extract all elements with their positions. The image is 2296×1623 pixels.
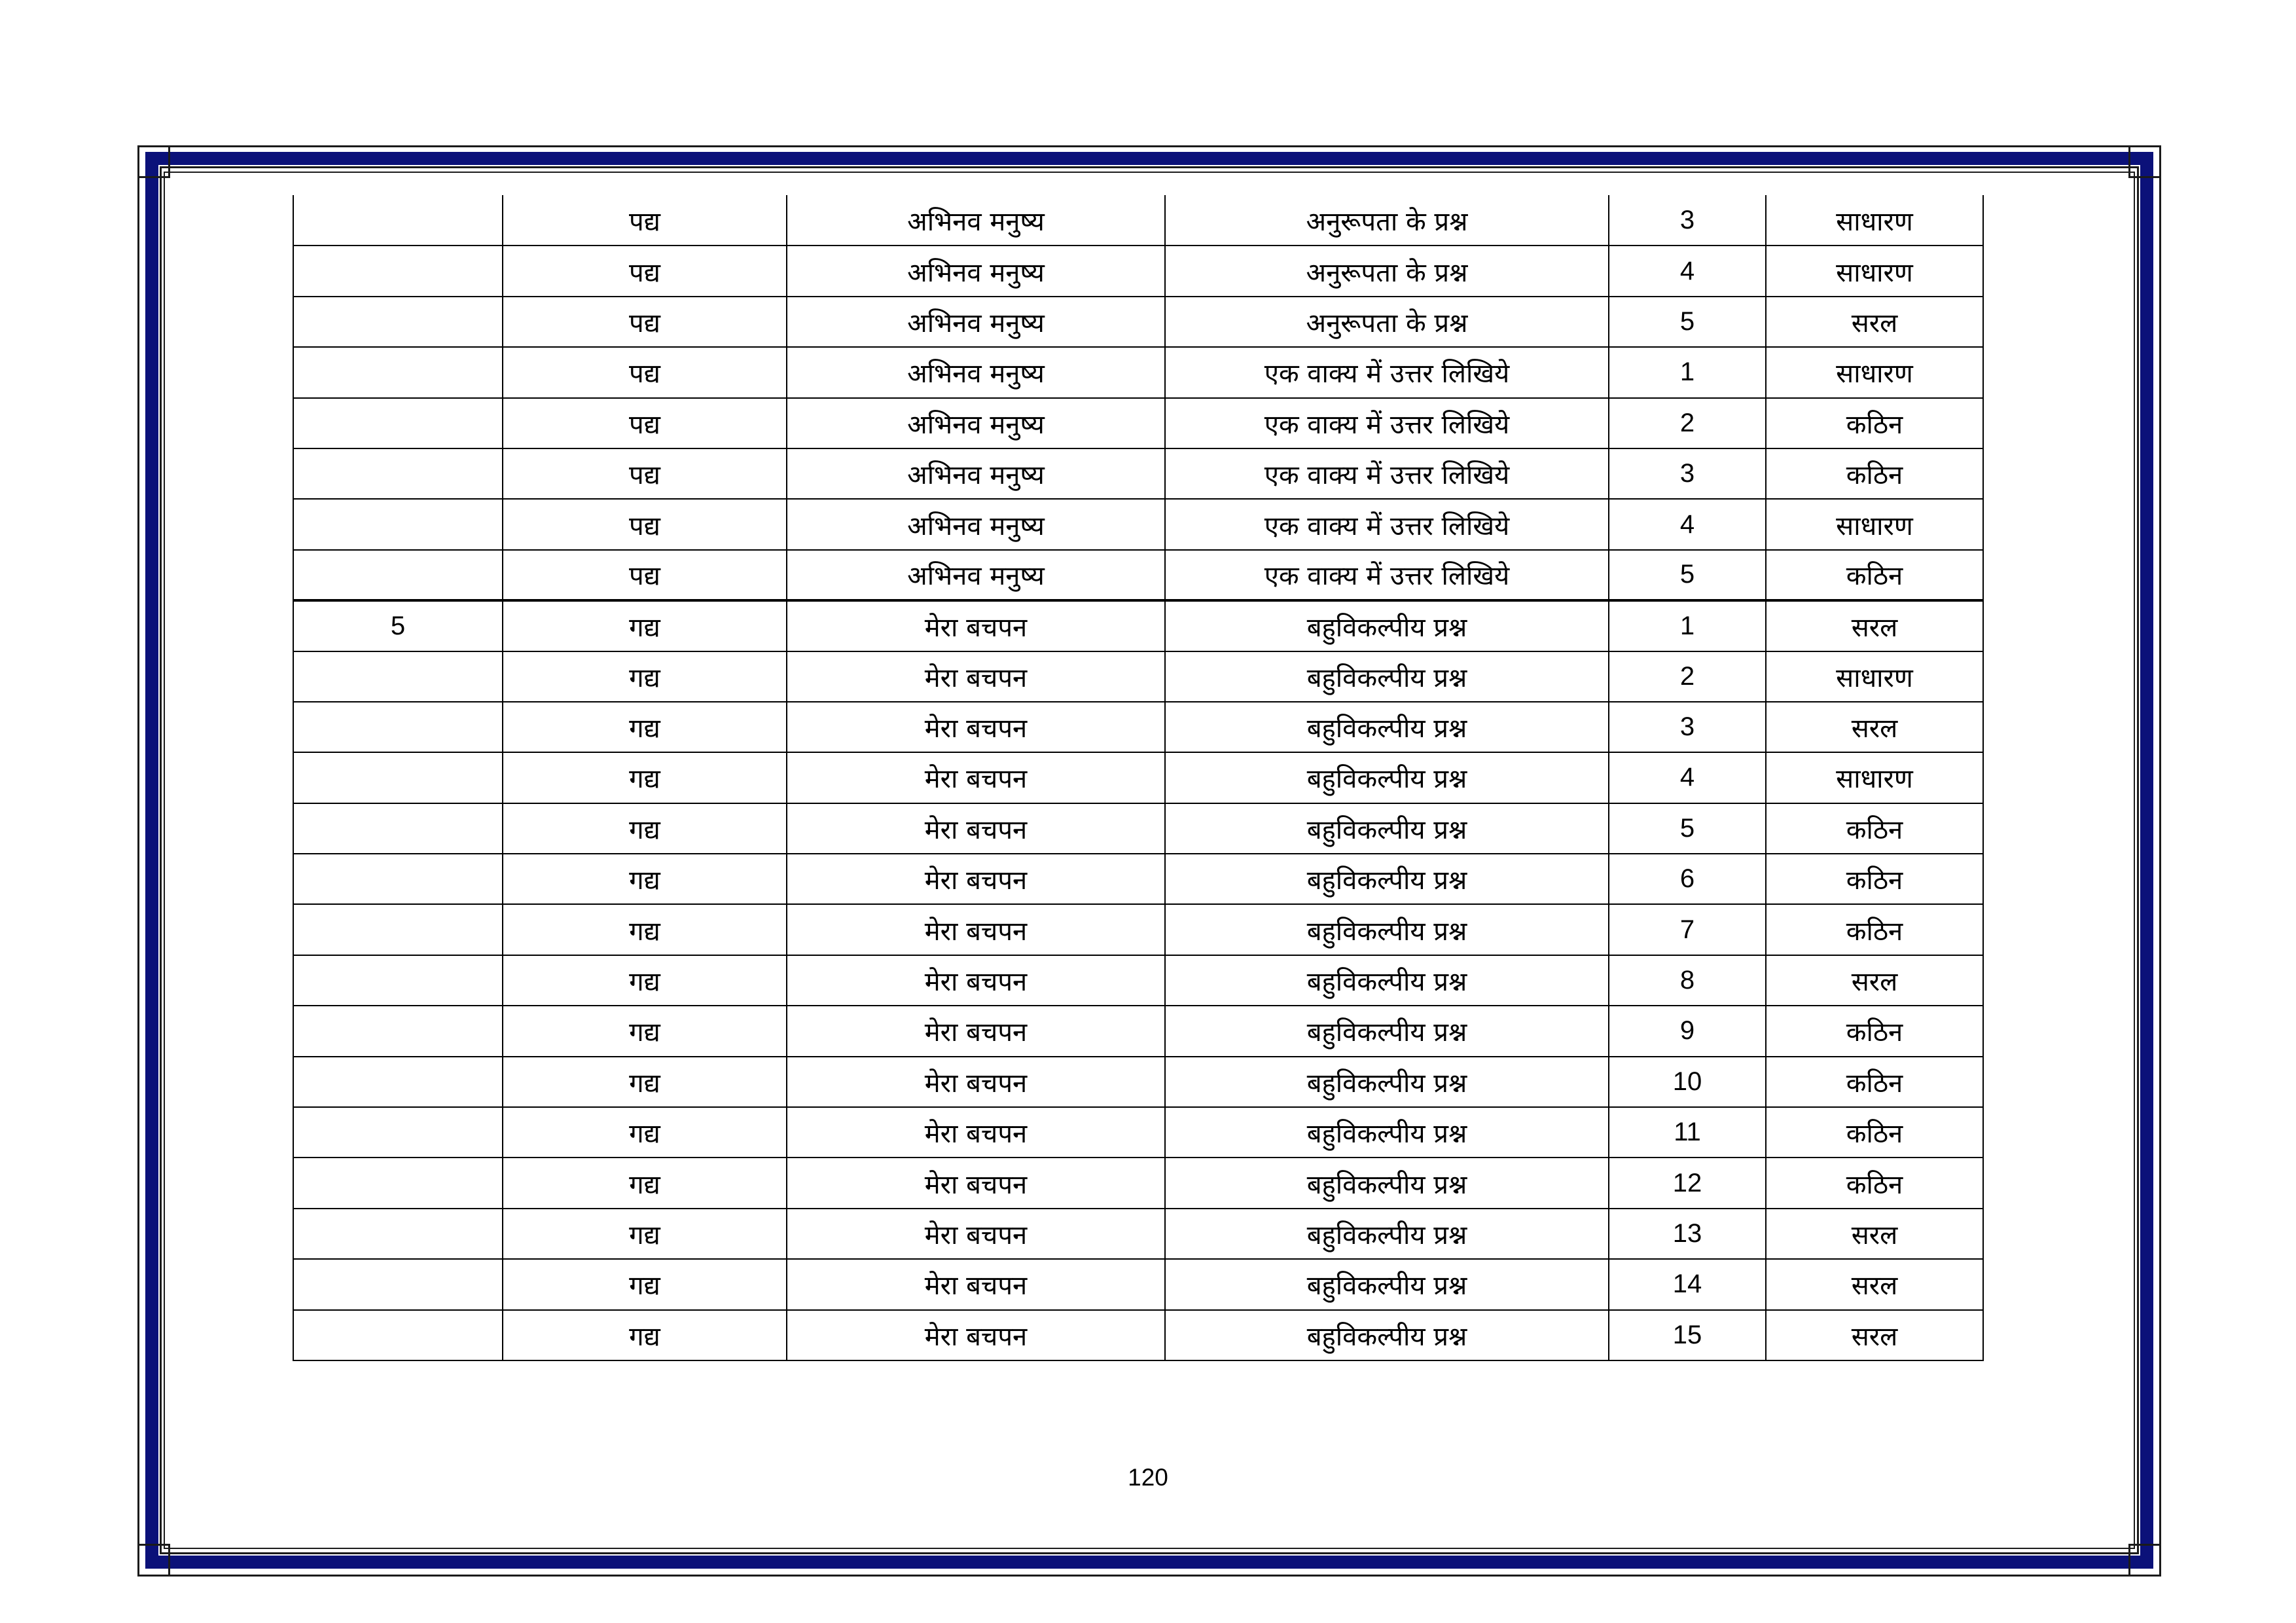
cell-question-number: 12 [1609, 1158, 1766, 1208]
cell-chapter: अभिनव मनुष्य [787, 550, 1165, 600]
cell-question-type: बहुविकल्पीय प्रश्न [1165, 904, 1609, 955]
cell-serial [293, 398, 503, 448]
cell-question-number: 3 [1609, 195, 1766, 246]
cell-question-type: बहुविकल्पीय प्रश्न [1165, 854, 1609, 904]
cell-serial [293, 1259, 503, 1309]
question-table-body [293, 195, 1983, 1360]
cell-question-number: 9 [1609, 1006, 1766, 1056]
cell-difficulty: कठिन [1766, 1006, 1983, 1056]
table-row [293, 955, 1983, 1006]
cell-chapter: मेरा बचपन [787, 1107, 1165, 1158]
cell-serial [293, 904, 503, 955]
cell-chapter: मेरा बचपन [787, 803, 1165, 854]
cell-question-number: 1 [1609, 600, 1766, 651]
cell-difficulty: सरल [1766, 1310, 1983, 1360]
cell-question-number: 5 [1609, 297, 1766, 347]
cell-section-type: पद्य [503, 297, 787, 347]
cell-serial [293, 1310, 503, 1360]
cell-chapter: मेरा बचपन [787, 1310, 1165, 1360]
cell-serial [293, 550, 503, 600]
cell-difficulty: सरल [1766, 702, 1983, 752]
cell-difficulty: साधारण [1766, 347, 1983, 397]
cell-question-number: 3 [1609, 448, 1766, 499]
cell-question-type: बहुविकल्पीय प्रश्न [1165, 1209, 1609, 1259]
cell-section-type: गद्य [503, 1006, 787, 1056]
cell-chapter: मेरा बचपन [787, 752, 1165, 803]
cell-question-number: 14 [1609, 1259, 1766, 1309]
table-row [293, 448, 1983, 499]
table-row [293, 246, 1983, 296]
cell-difficulty: कठिन [1766, 550, 1983, 600]
table-row [293, 1158, 1983, 1208]
cell-section-type: गद्य [503, 1209, 787, 1259]
cell-chapter: अभिनव मनुष्य [787, 448, 1165, 499]
cell-question-type: बहुविकल्पीय प्रश्न [1165, 600, 1609, 651]
cell-question-number: 6 [1609, 854, 1766, 904]
cell-question-number: 5 [1609, 803, 1766, 854]
cell-question-number: 13 [1609, 1209, 1766, 1259]
cell-section-type: पद्य [503, 499, 787, 549]
corner-ornament-bottom-right [2128, 1544, 2161, 1577]
cell-question-number: 2 [1609, 398, 1766, 448]
cell-question-type: एक वाक्य में उत्तर लिखिये [1165, 550, 1609, 600]
cell-section-type: गद्य [503, 702, 787, 752]
cell-section-type: गद्य [503, 1057, 787, 1107]
cell-question-type: बहुविकल्पीय प्रश्न [1165, 1057, 1609, 1107]
table-row [293, 297, 1983, 347]
cell-chapter: मेरा बचपन [787, 1158, 1165, 1208]
table-row [293, 1107, 1983, 1158]
cell-chapter: अभिनव मनुष्य [787, 347, 1165, 397]
cell-question-type: बहुविकल्पीय प्रश्न [1165, 702, 1609, 752]
cell-section-type: गद्य [503, 1158, 787, 1208]
cell-serial [293, 702, 503, 752]
cell-question-type: बहुविकल्पीय प्रश्न [1165, 752, 1609, 803]
cell-section-type: पद्य [503, 347, 787, 397]
cell-question-type: बहुविकल्पीय प्रश्न [1165, 955, 1609, 1006]
cell-chapter: मेरा बचपन [787, 1057, 1165, 1107]
cell-serial [293, 1006, 503, 1056]
table-row [293, 1209, 1983, 1259]
cell-section-type: गद्य [503, 854, 787, 904]
cell-question-number: 4 [1609, 499, 1766, 549]
cell-question-type: एक वाक्य में उत्तर लिखिये [1165, 398, 1609, 448]
cell-question-number: 8 [1609, 955, 1766, 1006]
table-row [293, 550, 1983, 600]
cell-difficulty: साधारण [1766, 752, 1983, 803]
cell-serial [293, 1158, 503, 1208]
cell-question-type: बहुविकल्पीय प्रश्न [1165, 803, 1609, 854]
cell-chapter: अभिनव मनुष्य [787, 297, 1165, 347]
cell-section-type: गद्य [503, 600, 787, 651]
cell-serial [293, 854, 503, 904]
cell-serial [293, 1209, 503, 1259]
cell-difficulty: कठिन [1766, 398, 1983, 448]
cell-section-type: गद्य [503, 1107, 787, 1158]
cell-serial [293, 347, 503, 397]
cell-difficulty: कठिन [1766, 854, 1983, 904]
cell-question-type: बहुविकल्पीय प्रश्न [1165, 651, 1609, 702]
table-row [293, 195, 1983, 246]
cell-difficulty: कठिन [1766, 803, 1983, 854]
table-row [293, 752, 1983, 803]
cell-serial [293, 499, 503, 549]
cell-question-type: एक वाक्य में उत्तर लिखिये [1165, 347, 1609, 397]
page-number: 120 [1128, 1464, 1168, 1491]
cell-question-number: 15 [1609, 1310, 1766, 1360]
cell-serial [293, 1107, 503, 1158]
cell-section-type: गद्य [503, 803, 787, 854]
cell-question-type: बहुविकल्पीय प्रश्न [1165, 1107, 1609, 1158]
table-row [293, 398, 1983, 448]
cell-chapter: अभिनव मनुष्य [787, 195, 1165, 246]
cell-serial [293, 246, 503, 296]
cell-question-type: अनुरूपता के प्रश्न [1165, 195, 1609, 246]
table-row [293, 347, 1983, 397]
cell-chapter: मेरा बचपन [787, 904, 1165, 955]
cell-question-number: 7 [1609, 904, 1766, 955]
cell-question-type: एक वाक्य में उत्तर लिखिये [1165, 448, 1609, 499]
cell-difficulty: सरल [1766, 1209, 1983, 1259]
table-row [293, 803, 1983, 854]
cell-difficulty: सरल [1766, 1259, 1983, 1309]
cell-section-type: गद्य [503, 752, 787, 803]
cell-difficulty: साधारण [1766, 246, 1983, 296]
cell-serial [293, 651, 503, 702]
cell-serial [293, 752, 503, 803]
cell-difficulty: कठिन [1766, 448, 1983, 499]
cell-difficulty: साधारण [1766, 195, 1983, 246]
cell-section-type: गद्य [503, 1310, 787, 1360]
table-row [293, 499, 1983, 549]
cell-question-number: 5 [1609, 550, 1766, 600]
table-row [293, 1310, 1983, 1360]
cell-chapter: मेरा बचपन [787, 1209, 1165, 1259]
corner-ornament-bottom-left [137, 1544, 170, 1577]
cell-section-type: पद्य [503, 550, 787, 600]
table-row [293, 702, 1983, 752]
cell-question-number: 2 [1609, 651, 1766, 702]
corner-ornament-top-left [137, 145, 170, 178]
cell-section-type: पद्य [503, 195, 787, 246]
table-row [293, 1006, 1983, 1056]
question-table [293, 195, 1984, 1361]
table-row [293, 1259, 1983, 1309]
cell-chapter: मेरा बचपन [787, 854, 1165, 904]
cell-chapter: मेरा बचपन [787, 1259, 1165, 1309]
table-row [293, 1057, 1983, 1107]
cell-serial [293, 955, 503, 1006]
cell-chapter: अभिनव मनुष्य [787, 398, 1165, 448]
cell-difficulty: कठिन [1766, 1057, 1983, 1107]
cell-section-type: गद्य [503, 651, 787, 702]
cell-difficulty: कठिन [1766, 904, 1983, 955]
table-row [293, 854, 1983, 904]
cell-chapter: मेरा बचपन [787, 702, 1165, 752]
cell-serial [293, 297, 503, 347]
cell-chapter: अभिनव मनुष्य [787, 499, 1165, 549]
cell-difficulty: सरल [1766, 297, 1983, 347]
corner-ornament-top-right [2128, 145, 2161, 178]
cell-section-type: गद्य [503, 955, 787, 1006]
cell-chapter: अभिनव मनुष्य [787, 246, 1165, 296]
cell-section-type: पद्य [503, 398, 787, 448]
cell-serial [293, 1057, 503, 1107]
cell-difficulty: कठिन [1766, 1158, 1983, 1208]
cell-question-type: बहुविकल्पीय प्रश्न [1165, 1259, 1609, 1309]
cell-section-type: पद्य [503, 246, 787, 296]
cell-question-number: 3 [1609, 702, 1766, 752]
cell-question-number: 1 [1609, 347, 1766, 397]
cell-chapter: मेरा बचपन [787, 1006, 1165, 1056]
cell-question-number: 4 [1609, 752, 1766, 803]
table-row [293, 904, 1983, 955]
cell-section-type: गद्य [503, 904, 787, 955]
cell-question-number: 10 [1609, 1057, 1766, 1107]
cell-section-type: गद्य [503, 1259, 787, 1309]
cell-serial: 5 [293, 600, 503, 651]
cell-serial [293, 803, 503, 854]
cell-serial [293, 448, 503, 499]
cell-chapter: मेरा बचपन [787, 651, 1165, 702]
cell-question-type: एक वाक्य में उत्तर लिखिये [1165, 499, 1609, 549]
cell-difficulty: साधारण [1766, 651, 1983, 702]
cell-difficulty: साधारण [1766, 499, 1983, 549]
cell-question-type: अनुरूपता के प्रश्न [1165, 246, 1609, 296]
cell-question-number: 11 [1609, 1107, 1766, 1158]
cell-difficulty: सरल [1766, 955, 1983, 1006]
table-row [293, 600, 1983, 651]
cell-section-type: पद्य [503, 448, 787, 499]
cell-question-type: अनुरूपता के प्रश्न [1165, 297, 1609, 347]
cell-question-type: बहुविकल्पीय प्रश्न [1165, 1006, 1609, 1056]
cell-difficulty: कठिन [1766, 1107, 1983, 1158]
cell-chapter: मेरा बचपन [787, 955, 1165, 1006]
cell-chapter: मेरा बचपन [787, 600, 1165, 651]
cell-question-type: बहुविकल्पीय प्रश्न [1165, 1310, 1609, 1360]
cell-serial [293, 195, 503, 246]
table-row [293, 651, 1983, 702]
cell-question-type: बहुविकल्पीय प्रश्न [1165, 1158, 1609, 1208]
cell-question-number: 4 [1609, 246, 1766, 296]
cell-difficulty: सरल [1766, 600, 1983, 651]
